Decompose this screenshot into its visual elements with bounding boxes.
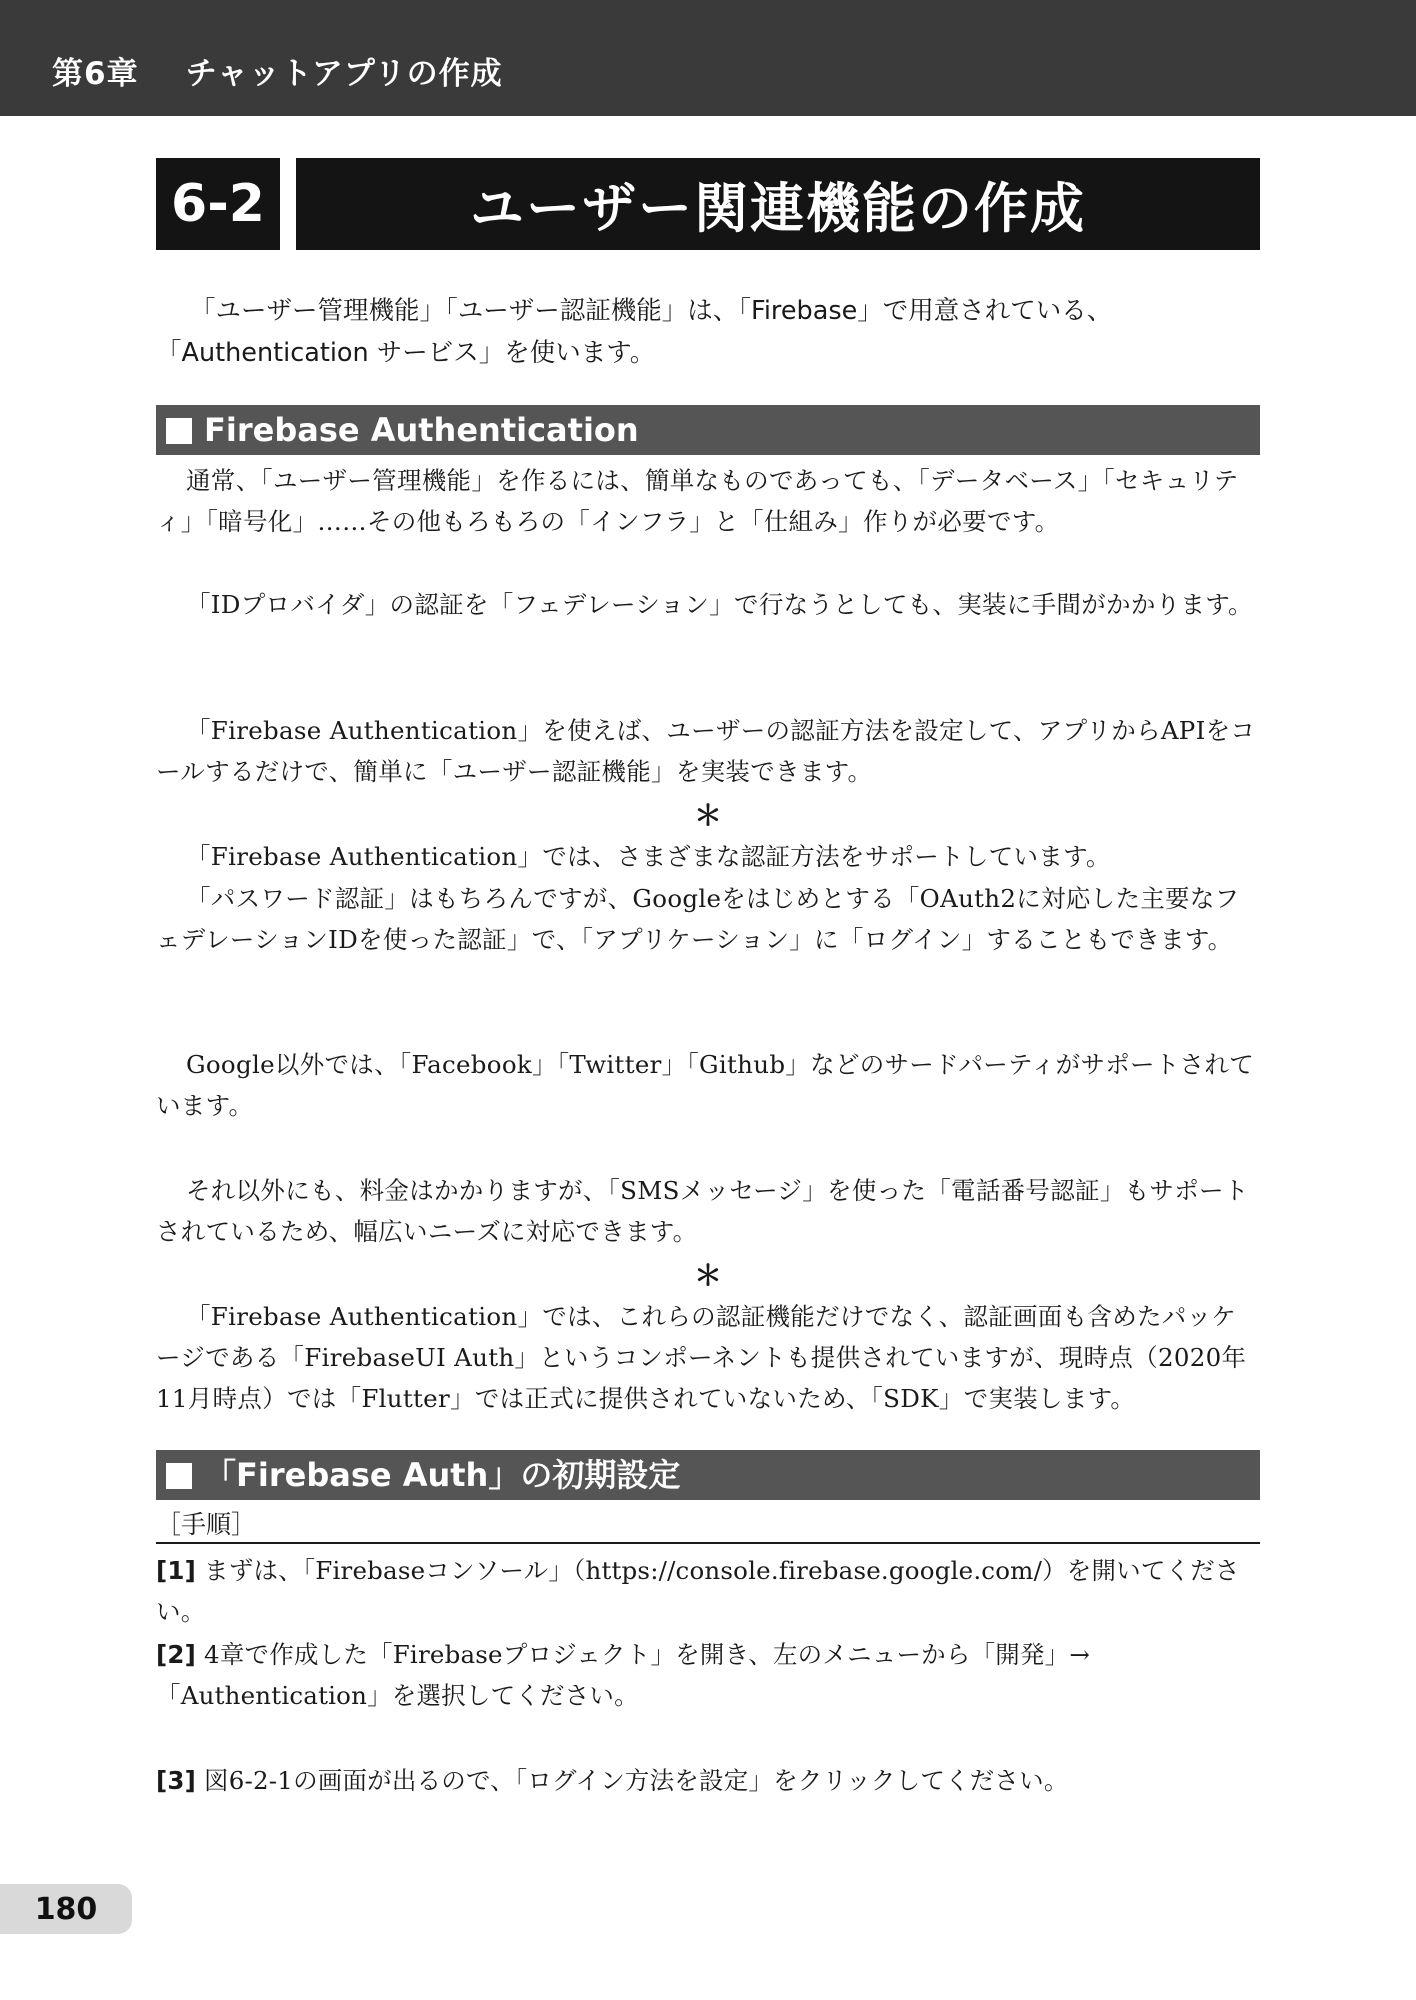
- procedure-step: [156, 1634, 1260, 1716]
- procedure-step: [156, 1760, 1280, 1801]
- section-number: 6-2: [156, 158, 280, 250]
- lead-paragraph: 「ユーザー管理機能」「ユーザー認証機能」は、「Firebase」で用意されている、「Authentication サービス」を使います。: [156, 296, 1113, 368]
- step-text: 4章で作成した「Firebaseプロジェクト」を開き、左のメニューから「開発」→「Authentication」を選択してください。: [156, 1640, 1091, 1710]
- chapter-label: 第6章: [52, 56, 139, 92]
- step-number: [1]: [156, 1556, 197, 1585]
- body-paragraph: 「Firebase Authentication」では、さまざまな認証方法をサポートしています。: [186, 842, 1111, 871]
- subheading-firebase-authentication: [156, 405, 1260, 455]
- separator-asterisk: ＊: [693, 799, 722, 832]
- square-bullet-icon: [166, 418, 192, 444]
- subheading-firebase-auth-setup: [156, 1450, 1260, 1500]
- procedure-step: [156, 1550, 1280, 1632]
- body-paragraph: 「Firebase Authentication」では、これらの認証機能だけでなく、認証画面も含めたパッケージである「FirebaseUI Auth」というコンポーネントも提供されていますが、現時点（2020年11月時点）では「Flutter」では正式に提供されていないため、「SDK」で実装します。: [156, 1302, 1247, 1413]
- body-paragraph: 「IDプロバイダ」の認証を「フェデレーション」で行なうとしても、実装に手間がかかります。: [186, 590, 1253, 619]
- chapter-header: [0, 0, 1416, 116]
- step-text: 図6-2-1の画面が出るので、「ログイン方法を設定」をクリックしてください。: [204, 1766, 1069, 1795]
- subheading-text: 「Firebase Auth」の初期設定: [204, 1456, 681, 1494]
- square-bullet-icon: [166, 1463, 192, 1489]
- chapter-name: チャットアプリの作成: [185, 56, 503, 92]
- step-number: [3]: [156, 1766, 197, 1795]
- subheading-text: Firebase Authentication: [204, 411, 639, 449]
- body-paragraph: Google以外では、「Facebook」「Twitter」「Github」などのサードパーティがサポートされています。: [156, 1050, 1255, 1120]
- body-paragraph: それ以外にも、料金はかかりますが、「SMSメッセージ」を使った「電話番号認証」もサポートされているため、幅広いニーズに対応できます。: [156, 1176, 1249, 1246]
- page-number: 180: [0, 1884, 132, 1934]
- section-title: ユーザー関連機能の作成: [296, 158, 1260, 250]
- body-paragraph: 「Firebase Authentication」を使えば、ユーザーの認証方法を設定して、アプリからAPIをコールするだけで、簡単に「ユーザー認証機能」を実装できます。: [156, 716, 1256, 786]
- chapter-title: [52, 48, 503, 93]
- separator-asterisk: ＊: [693, 1259, 722, 1292]
- body-paragraph: 通常、「ユーザー管理機能」を作るには、簡単なものであっても、「データベース」「セキュリティ」「暗号化」……その他もろもろの「インフラ」と「仕組み」作りが必要です。: [156, 466, 1239, 536]
- body-paragraph: 「パスワード認証」はもちろんですが、Googleをはじめとする「OAuth2に対応した主要なフェデレーションIDを使った認証」で、「アプリケーション」に「ログイン」することもできます。: [156, 884, 1240, 954]
- step-text: まずは、「Firebaseコンソール」（https://console.firebase.google.com/）を開いてください。: [156, 1556, 1240, 1626]
- step-number: [2]: [156, 1640, 197, 1669]
- procedure-label: ［手順］: [156, 1508, 1260, 1544]
